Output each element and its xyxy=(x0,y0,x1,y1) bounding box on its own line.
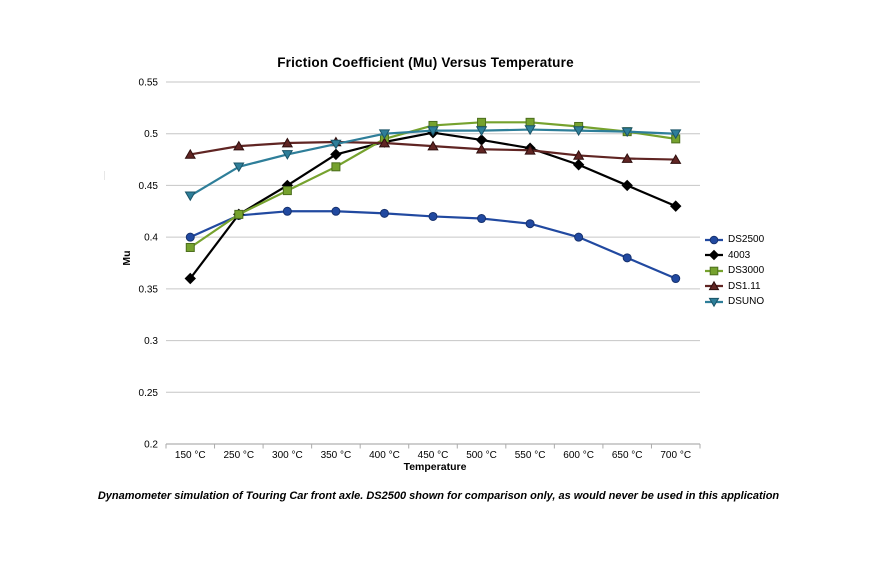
legend-marker-icon xyxy=(704,296,724,308)
chart-title: Friction Coefficient (Mu) Versus Temperature xyxy=(277,55,574,70)
x-tick-label: 400 °C xyxy=(369,450,400,461)
x-tick-label: 700 °C xyxy=(660,450,692,461)
y-tick-label: 0.4 xyxy=(144,232,158,244)
marker-circle xyxy=(526,220,534,228)
legend-item-DS3000 xyxy=(704,263,764,279)
x-tick-label: 300 °C xyxy=(272,450,303,461)
x-tick-label: 250 °C xyxy=(223,450,255,461)
legend-marker-icon xyxy=(704,280,724,292)
chart-caption: Dynamometer simulation of Touring Car front axle. DS2500 shown for comparison only, as would never be used in this application xyxy=(97,490,780,502)
legend-item-DS2500 xyxy=(704,232,764,248)
marker-circle xyxy=(623,254,631,262)
legend-marker-icon xyxy=(704,265,724,277)
legend-item-4003 xyxy=(704,248,764,264)
x-tick-label: 500 °C xyxy=(466,450,497,461)
legend-item-DS1.11 xyxy=(704,279,764,295)
marker-square xyxy=(478,118,486,126)
y-tick-label: 0.45 xyxy=(138,180,158,192)
marker-square xyxy=(283,187,291,195)
x-tick-label: 150 °C xyxy=(174,450,206,461)
marker-circle xyxy=(478,215,486,223)
x-tick-label: 650 °C xyxy=(611,450,643,461)
marker-diamond xyxy=(622,180,632,190)
legend-label: DS1.11 xyxy=(728,280,761,292)
legend-marker-icon xyxy=(704,249,724,261)
y-tick-label: 0.55 xyxy=(138,77,158,89)
marker-circle xyxy=(429,212,437,220)
chart-legend xyxy=(704,232,764,310)
marker-circle xyxy=(380,209,388,217)
marker-triangle-down xyxy=(185,192,195,200)
marker-square xyxy=(332,163,340,171)
x-tick-label: 350 °C xyxy=(320,450,352,461)
y-tick-label: 0.25 xyxy=(138,387,158,399)
y-axis-title: Mu xyxy=(121,250,133,266)
marker-diamond xyxy=(574,160,584,170)
series-line-4003 xyxy=(190,133,675,279)
y-tick-label: 0.5 xyxy=(144,129,158,141)
legend-label: DSUNO xyxy=(728,296,765,308)
legend-label: 4003 xyxy=(728,249,751,261)
marker-square xyxy=(235,210,243,218)
marker-circle xyxy=(332,207,340,215)
x-tick-label: 450 °C xyxy=(417,450,449,461)
legend-label: DS3000 xyxy=(728,265,765,277)
marker-circle xyxy=(283,207,291,215)
marker-diamond xyxy=(671,201,681,211)
y-tick-label: 0.3 xyxy=(144,336,158,348)
stray-artifact-mark xyxy=(104,171,105,180)
x-axis-title: Temperature xyxy=(403,461,467,473)
marker-square xyxy=(186,243,194,251)
y-tick-label: 0.2 xyxy=(144,439,158,451)
legend-marker-icon xyxy=(704,234,724,246)
legend-label: DS2500 xyxy=(728,234,765,246)
marker-square xyxy=(526,118,534,126)
marker-diamond xyxy=(477,135,487,145)
marker-circle xyxy=(575,233,583,241)
x-tick-label: 600 °C xyxy=(563,450,594,461)
y-tick-label: 0.35 xyxy=(138,284,158,296)
series-line-DS2500 xyxy=(190,211,675,278)
marker-circle xyxy=(186,233,194,241)
x-tick-label: 550 °C xyxy=(514,450,546,461)
legend-item-DSUNO xyxy=(704,294,764,310)
marker-circle xyxy=(672,275,680,283)
